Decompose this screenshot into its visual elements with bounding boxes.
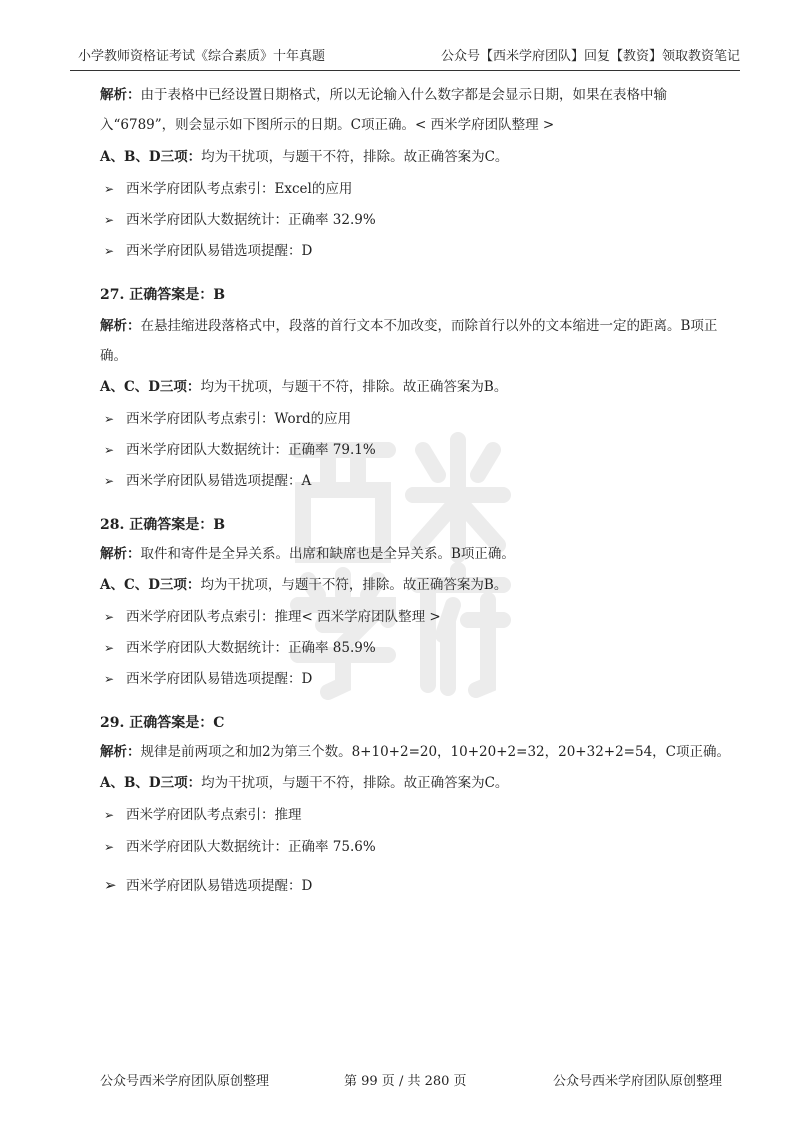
bullet-item bbox=[104, 608, 441, 626]
bullet-item bbox=[104, 410, 351, 428]
bullet-text: 西米学府团队大数据统计：正确率 75.6% bbox=[126, 839, 376, 855]
bullet-item bbox=[104, 806, 302, 824]
analysis-paragraph bbox=[100, 311, 740, 371]
bullet-text: 西米学府团队易错选项提醒：A bbox=[126, 473, 312, 489]
other-options-text: 均为干扰项，与题干不符，排除。故正确答案为C。 bbox=[201, 149, 509, 165]
arrow-bullet-icon: ➢ bbox=[104, 182, 115, 196]
analysis-paragraph bbox=[100, 743, 730, 761]
other-options-label: A、C、D三项： bbox=[100, 379, 201, 395]
bullet-item bbox=[104, 211, 376, 229]
bullet-item bbox=[104, 180, 352, 198]
bullet-text: 西米学府团队大数据统计：正确率 32.9% bbox=[126, 212, 376, 228]
bullet-text: 西米学府团队考点索引：Word的应用 bbox=[126, 411, 352, 427]
bullet-item bbox=[104, 876, 312, 895]
other-options-label: A、B、D三项： bbox=[100, 775, 202, 791]
other-options-text: 均为干扰项，与题干不符，排除。故正确答案为B。 bbox=[200, 577, 508, 593]
analysis-text: 由于表格中已经设置日期格式，所以无论输入什么数字都是会显示日期，如果在表格中输入“6789”，则会显示如下图所示的日期。C项正确。< 西米学府团队整理 > bbox=[100, 87, 667, 133]
arrow-bullet-icon: ➢ bbox=[104, 412, 115, 426]
other-options-line bbox=[100, 774, 508, 792]
bullet-text: 西米学府团队易错选项提醒：D bbox=[126, 671, 313, 687]
other-options-line bbox=[100, 378, 507, 396]
header-right-note: 公众号【西米学府团队】回复【教资】领取教资笔记 bbox=[440, 49, 740, 64]
other-options-text: 均为干扰项，与题干不符，排除。故正确答案为C。 bbox=[201, 775, 509, 791]
arrow-bullet-icon: ➢ bbox=[104, 610, 115, 624]
footer-left: 公众号西米学府团队原创整理 bbox=[100, 1074, 270, 1089]
bullet-item bbox=[104, 639, 376, 657]
arrow-bullet-icon: ➢ bbox=[104, 808, 115, 822]
other-options-label: A、C、D三项： bbox=[100, 577, 201, 593]
analysis-label: 解析： bbox=[100, 744, 141, 760]
analysis-text: 在悬挂缩进段落格式中，段落的首行文本不加改变，而除首行以外的文本缩进一定的距离。B项正确。 bbox=[100, 318, 718, 364]
arrow-bullet-icon: ➢ bbox=[104, 840, 115, 854]
bullet-text: 西米学府团队考点索引：推理< 西米学府团队整理 > bbox=[126, 609, 441, 625]
arrow-bullet-icon: ➢ bbox=[104, 876, 117, 894]
footer-right: 公众号西米学府团队原创整理 bbox=[552, 1074, 722, 1089]
arrow-bullet-icon: ➢ bbox=[104, 672, 115, 686]
bullet-text: 西米学府团队大数据统计：正确率 85.9% bbox=[126, 640, 376, 656]
page-number: 第 99 页 / 共 280 页 bbox=[344, 1074, 467, 1089]
analysis-text: 取件和寄件是全异关系。出席和缺席也是全异关系。B项正确。 bbox=[140, 546, 515, 562]
arrow-bullet-icon: ➢ bbox=[104, 244, 115, 258]
other-options-label: A、B、D三项： bbox=[100, 149, 202, 165]
bullet-text: 西米学府团队考点索引：Excel的应用 bbox=[126, 181, 353, 197]
other-options-text: 均为干扰项，与题干不符，排除。故正确答案为B。 bbox=[200, 379, 508, 395]
watermark-logo bbox=[288, 430, 518, 700]
analysis-label: 解析： bbox=[100, 87, 141, 103]
analysis-label: 解析： bbox=[100, 318, 141, 334]
bullet-text: 西米学府团队大数据统计：正确率 79.1% bbox=[126, 442, 376, 458]
other-options-line bbox=[100, 576, 507, 594]
question-heading: 27. 正确答案是：B bbox=[100, 287, 226, 303]
bullet-text: 西米学府团队易错选项提醒：D bbox=[126, 878, 313, 894]
bullet-item bbox=[104, 472, 311, 490]
header-left-title: 小学教师资格证考试《综合素质》十年真题 bbox=[78, 49, 326, 64]
bullet-item bbox=[104, 670, 312, 688]
arrow-bullet-icon: ➢ bbox=[104, 641, 115, 655]
bullet-item bbox=[104, 441, 376, 459]
analysis-paragraph bbox=[100, 80, 740, 140]
arrow-bullet-icon: ➢ bbox=[104, 443, 115, 457]
question-heading: 29. 正确答案是：C bbox=[100, 715, 225, 731]
bullet-item bbox=[104, 242, 312, 260]
page-header bbox=[70, 40, 740, 71]
question-heading: 28. 正确答案是：B bbox=[100, 517, 226, 533]
arrow-bullet-icon: ➢ bbox=[104, 213, 115, 227]
other-options-line bbox=[100, 148, 508, 166]
arrow-bullet-icon: ➢ bbox=[104, 474, 115, 488]
analysis-label: 解析： bbox=[100, 546, 141, 562]
analysis-paragraph bbox=[100, 545, 515, 563]
bullet-text: 西米学府团队考点索引：推理 bbox=[126, 807, 302, 823]
bullet-item bbox=[104, 838, 376, 856]
analysis-text: 规律是前两项之和加2为第三个数。8+10+2=20，10+20+2=32，20+32+2=54，C项正确。 bbox=[140, 744, 731, 760]
bullet-text: 西米学府团队易错选项提醒：D bbox=[126, 243, 313, 259]
